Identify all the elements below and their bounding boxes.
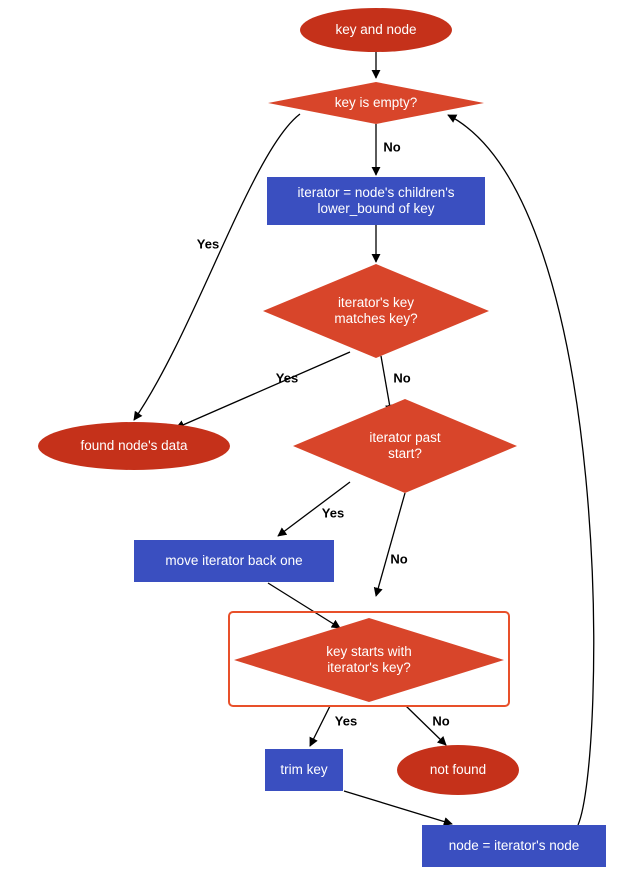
- node-not_found[interactable]: [397, 745, 519, 795]
- node-trim_key[interactable]: [265, 749, 343, 791]
- node-start[interactable]: [300, 8, 452, 52]
- node-label-not_found: not found: [429, 761, 487, 777]
- edge-move_back-to-starts_with: [268, 583, 340, 628]
- node-label-found_data: found node's data: [80, 437, 188, 453]
- node-past_start[interactable]: [293, 399, 517, 493]
- node-key_matches[interactable]: [263, 264, 489, 358]
- node-key_empty[interactable]: [268, 82, 484, 124]
- edge-label-key_empty-to-iterator_lb: No: [383, 139, 401, 155]
- edge-label-starts_with-to-trim_key: Yes: [334, 713, 358, 729]
- edge-label-past_start-to-move_back: Yes: [321, 505, 345, 521]
- edge-key_matches-to-found_data: [176, 352, 350, 428]
- edge-starts_with-to-trim_key: [310, 706, 330, 746]
- node-label-past_start: iterator past start?: [369, 429, 441, 461]
- edge-label-past_start-to-starts_with: No: [390, 551, 408, 567]
- node-label-move_back: move iterator back one: [165, 552, 303, 568]
- nodes-layer: [38, 8, 606, 867]
- node-label-key_empty: key is empty?: [334, 94, 418, 110]
- node-iterator_lb[interactable]: [267, 177, 485, 225]
- edge-label-key_matches-to-past_start: No: [393, 370, 411, 386]
- edge-label-key_empty-to-found_data: Yes: [196, 236, 220, 252]
- edge-label-starts_with-to-not_found: No: [432, 713, 450, 729]
- node-label-key_matches: iterator's key matches key?: [334, 294, 418, 326]
- node-label-trim_key: trim key: [280, 761, 328, 777]
- node-label-node_assign: node = iterator's node: [448, 837, 580, 853]
- node-move_back[interactable]: [134, 540, 334, 582]
- edge-past_start-to-starts_with: [376, 493, 408, 596]
- node-found_data[interactable]: [38, 422, 230, 470]
- edge-key_matches-to-past_start: [381, 356, 391, 413]
- node-label-start: key and node: [335, 21, 417, 37]
- node-label-starts_with: key starts with iterator's key?: [326, 643, 412, 675]
- node-starts_with[interactable]: [234, 618, 504, 702]
- edge-trim_key-to-node_assign: [344, 791, 452, 824]
- node-label-iterator_lb: iterator = node's children's lower_bound of key: [297, 184, 455, 216]
- edge-label-key_matches-to-found_data: Yes: [275, 370, 299, 386]
- node-node_assign[interactable]: [422, 825, 606, 867]
